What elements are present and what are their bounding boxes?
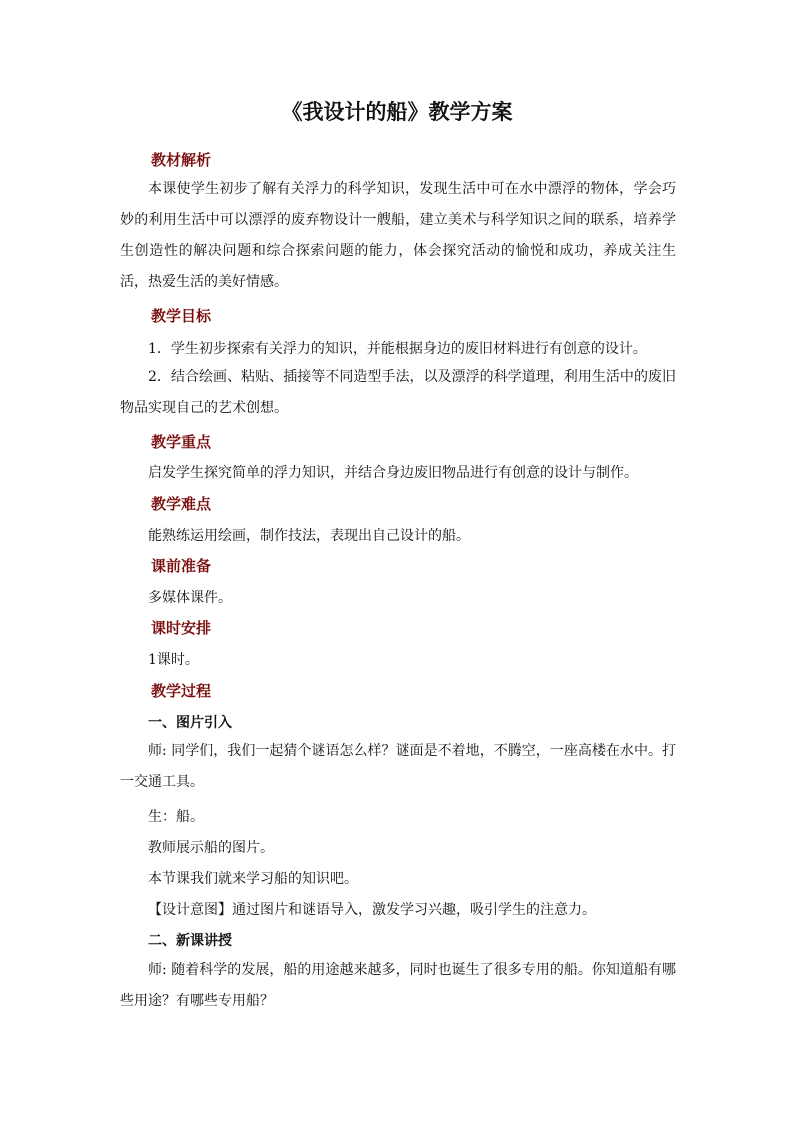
paragraph-preparation: 多媒体课件。 <box>148 590 232 606</box>
paragraph-teacher-boats: 师: 随着科学的发展，船的用途越来越多，同时也诞生了很多专用的船。你知道船有哪些用途？有哪些专用船？ <box>120 962 676 1009</box>
paragraph-key-points: 启发学生探究简单的浮力知识，并结合身边废旧物品进行有创意的设计与制作。 <box>148 465 638 481</box>
goal-item-1: 1．学生初步探索有关浮力的知识，并能根据身边的废旧材料进行有创意的设计。 <box>148 341 647 357</box>
document-title: 《我设计的船》教学方案 <box>281 99 513 124</box>
heading-schedule: 课时安排 <box>151 619 212 637</box>
subheading-part1: 一、图片引入 <box>148 715 232 731</box>
paragraph-student-answer: 生：船。 <box>148 809 204 825</box>
heading-analysis: 教材解析 <box>151 151 212 169</box>
paragraph-analysis: 本课使学生初步了解有关浮力的科学知识，发现生活中可在水中漂浮的物体，学会巧妙的利用生活中可以漂浮的废弃物设计一艘船，建立美术与科学知识之间的联系，培养学生创造性的解决问题和综合探索问题的能力，体会探究活动的愉悦和成功，养成关注生活，热爱生活的美好情感。 <box>120 181 676 290</box>
heading-difficulties: 教学难点 <box>151 495 212 513</box>
heading-key-points: 教学重点 <box>151 433 212 451</box>
paragraph-design-intent: 【设计意图】通过图片和谜语导入，激发学习兴趣，吸引学生的注意力。 <box>148 902 596 918</box>
paragraph-schedule: 1课时。 <box>148 652 199 668</box>
heading-process: 教学过程 <box>151 682 212 700</box>
paragraph-intro: 本节课我们就来学习船的知识吧。 <box>148 871 358 887</box>
paragraph-difficulties: 能熟练运用绘画，制作技法，表现出自己设计的船。 <box>148 528 470 544</box>
paragraph-teacher-riddle: 师: 同学们，我们一起猜个谜语怎么样？谜面是不着地，不腾空，一座高楼在水中。打一交通工具。 <box>120 743 676 790</box>
paragraph-show-pictures: 教师展示船的图片。 <box>148 840 274 856</box>
heading-goals: 教学目标 <box>151 307 212 325</box>
subheading-part2: 二、新课讲授 <box>148 933 232 949</box>
heading-preparation: 课前准备 <box>151 557 212 575</box>
goal-item-2: 2．结合绘画、粘贴、插接等不同造型手法，以及漂浮的科学道理，利用生活中的废旧物品实现自己的艺术创想。 <box>120 369 676 416</box>
